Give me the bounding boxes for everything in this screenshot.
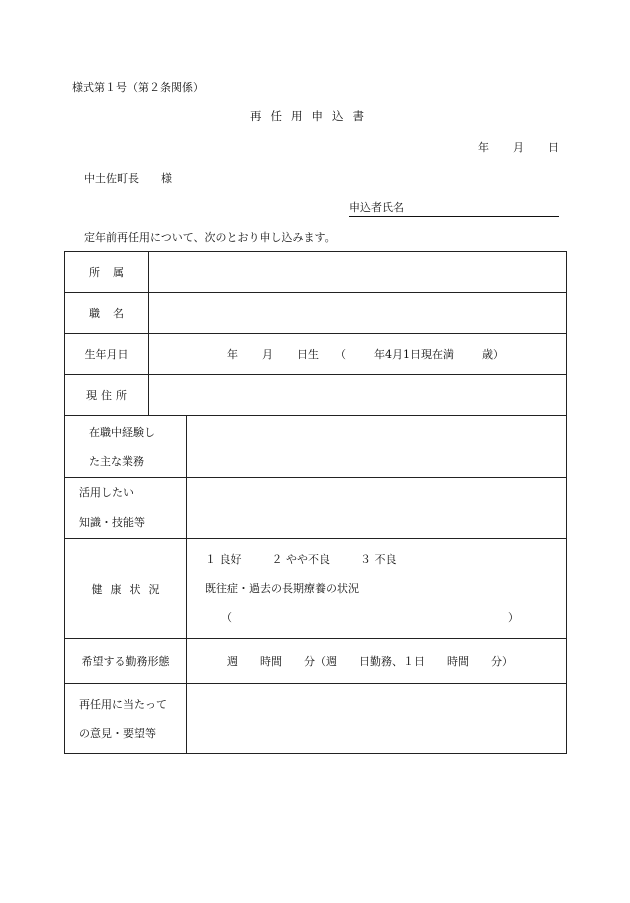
skills-label-line2: 知識・技能等 — [79, 516, 145, 529]
page-title: 再任用申込書 — [250, 109, 373, 123]
experience-label-line2: た主な業務 — [89, 454, 144, 468]
health-history-field[interactable] — [205, 603, 566, 632]
work-hours-day: 時間 — [447, 655, 469, 668]
work-minutes-week: 分（週 — [304, 655, 337, 668]
row-opinion — [65, 684, 567, 754]
addressee: 中土佐町長 様 — [84, 172, 172, 185]
applicant-name-field[interactable] — [349, 199, 559, 217]
birthdate-label: 生年月日 — [65, 334, 149, 375]
experience-label — [65, 416, 187, 478]
affiliation-label: 所属 — [65, 252, 149, 293]
date-day: 日 — [548, 141, 559, 154]
row-position — [65, 293, 567, 334]
birthdate-paren-open: （ — [335, 348, 346, 361]
work-style-label: 希望する勤務形態 — [65, 639, 187, 684]
row-skills — [65, 478, 567, 539]
row-health — [65, 539, 567, 639]
work-hours: 時間 — [260, 655, 282, 668]
date-year: 年 — [478, 141, 489, 154]
health-option-good[interactable]: １ 良好 — [205, 553, 242, 566]
date-month: 月 — [513, 141, 524, 154]
birthdate-year: 年 — [227, 348, 238, 361]
birthdate-as-of: 年4月1日現在満 — [374, 348, 454, 361]
row-work-style — [65, 639, 567, 684]
experience-field[interactable] — [187, 416, 567, 478]
application-form-table — [64, 251, 567, 754]
birthdate-age: 歳） — [482, 348, 504, 361]
intro-text: 定年前再任用について、次のとおり申し込みます。 — [84, 231, 336, 244]
health-field[interactable] — [187, 539, 567, 639]
experience-label-line1: 在職中経験し — [89, 425, 155, 439]
form-number: 様式第１号（第２条関係） — [72, 81, 204, 94]
position-label: 職名 — [65, 293, 149, 334]
skills-label-line1: 活用したい — [79, 486, 134, 499]
position-field[interactable] — [149, 293, 567, 334]
address-label: 現住所 — [65, 375, 149, 416]
health-label: 健康状況 — [65, 539, 187, 639]
affiliation-field[interactable] — [149, 252, 567, 293]
row-address — [65, 375, 567, 416]
work-week: 週 — [227, 655, 238, 668]
birthdate-day: 日生 — [297, 348, 319, 361]
health-options — [205, 545, 566, 574]
opinion-field[interactable] — [187, 684, 567, 754]
opinion-label — [65, 684, 187, 754]
applicant-name-label: 申込者氏名 — [349, 201, 404, 214]
health-option-fair[interactable]: ２ やや不良 — [271, 553, 330, 566]
health-paren-open: （ — [221, 611, 232, 624]
skills-label — [65, 478, 187, 539]
opinion-label-line2: の意見・要望等 — [79, 726, 156, 740]
work-days: 日勤務、１日 — [359, 655, 425, 668]
date-line — [478, 139, 559, 155]
row-experience — [65, 416, 567, 478]
work-style-field[interactable] — [187, 639, 567, 684]
row-birthdate — [65, 334, 567, 375]
health-history-label: 既往症・過去の長期療養の状況 — [205, 582, 359, 595]
health-paren-close: ） — [508, 611, 519, 624]
row-affiliation — [65, 252, 567, 293]
work-minutes-day: 分） — [491, 655, 513, 668]
opinion-label-line1: 再任用に当たって — [79, 697, 167, 711]
address-field[interactable] — [149, 375, 567, 416]
birthdate-field[interactable] — [149, 334, 567, 375]
skills-field[interactable] — [187, 478, 567, 539]
health-option-poor[interactable]: ３ 不良 — [360, 553, 397, 566]
birthdate-month: 月 — [262, 348, 273, 361]
